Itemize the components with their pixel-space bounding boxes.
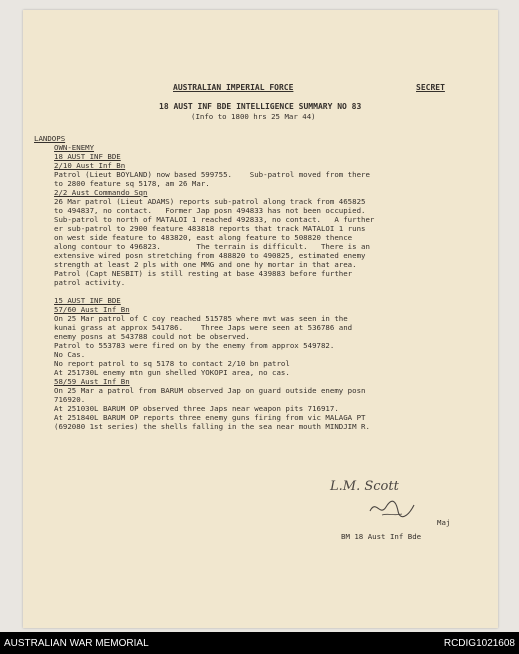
para-line: At 251730L enemy mtn gun shelled YOKOPI area, no cas. bbox=[54, 368, 290, 377]
archive-footer bbox=[0, 632, 519, 654]
header-classification: SECRET bbox=[416, 83, 445, 92]
para-line: Patrol to 553783 were fired on by the enemy from approx 549782. bbox=[54, 341, 335, 350]
para-line: kunai grass at approx 541786. Three Japs were seen at 536786 and bbox=[54, 323, 353, 332]
document-subtitle: (Info to 1800 hrs 25 Mar 44) bbox=[191, 112, 316, 121]
para-line: Patrol (Lieut BOYLAND) now based 599755. Sub-patrol moved from there bbox=[54, 170, 370, 179]
unit-heading-2-2-cdo: 2/2 Aust Commando Sqn bbox=[54, 188, 148, 197]
para-line: On 25 Mar patrol of C coy reached 515785 where mvt was seen in the bbox=[54, 314, 348, 323]
signature: L.M. Scott bbox=[330, 479, 399, 494]
para-line: er sub-patrol to 2900 feature 483818 reports that track MATALOI 1 runs bbox=[54, 224, 366, 233]
signature-role: BM 18 Aust Inf Bde bbox=[341, 532, 422, 541]
para-line: At 251840L BARUM OP reports three enemy guns firing from vic MALAGA PT bbox=[54, 413, 366, 422]
para-line: to 2800 feature sq 5178, am 26 Mar. bbox=[54, 179, 210, 188]
para-line: extensive wired posn stretching from 488820 to 490825, estimated enemy bbox=[54, 251, 366, 260]
para-line: On 25 Mar a patrol from BARUM observed Jap on guard outside enemy posn bbox=[54, 386, 366, 395]
para-line: Sub-patrol to north of MATALOI 1 reached 492833, no contact. A further bbox=[54, 215, 375, 224]
unit-heading-57-60-bn: 57/60 Aust Inf Bn bbox=[54, 305, 130, 314]
unit-heading-58-59-bn: 58/59 Aust Inf Bn bbox=[54, 377, 130, 386]
para-line: on west side feature to 483820, east along feature to 508820 thence bbox=[54, 233, 353, 242]
intelligence-summary bbox=[23, 10, 498, 628]
document-title: 18 AUST INF BDE INTELLIGENCE SUMMARY NO 83 bbox=[159, 102, 362, 111]
unit-heading-2-10-bn: 2/10 Aust Inf Bn bbox=[54, 161, 126, 170]
para-line: strength at least 2 pls with one MMG and one hy mortar in that area. bbox=[54, 260, 357, 269]
para-line: patrol activity. bbox=[54, 278, 126, 287]
signature-rank: Maj bbox=[437, 518, 451, 527]
para-line: At 251030L BARUM OP observed three Japs near weapon pits 716917. bbox=[54, 404, 339, 413]
para-line: Patrol (Capt NESBIT) is still resting at base 439883 before further bbox=[54, 269, 353, 278]
para-line: 716920. bbox=[54, 395, 86, 404]
section-own-enemy: OWN-ENEMY bbox=[54, 143, 95, 152]
para-line: to 494837, no contact. Former Jap posn 494833 has not been occupied. bbox=[54, 206, 366, 215]
document-page bbox=[23, 10, 498, 628]
para-line: enemy posns at 543788 could not be observed. bbox=[54, 332, 250, 341]
header-force: AUSTRALIAN IMPERIAL FORCE bbox=[173, 83, 294, 92]
section-landops: LANDOPS bbox=[34, 134, 66, 143]
unit-heading-18-bde: 18 AUST INF BDE bbox=[54, 152, 121, 161]
para-line: (692080 1st series) the shells falling in the sea near mouth MINDJIM R. bbox=[54, 422, 370, 431]
signature-scrawl bbox=[368, 497, 418, 519]
para-line: along contour to 496823. The terrain is difficult. There is an bbox=[54, 242, 370, 251]
unit-heading-15-bde: 15 AUST INF BDE bbox=[54, 296, 121, 305]
footer-record-id: RCDIG1021608 bbox=[443, 638, 515, 649]
para-line: No report patrol to sq 5178 to contact 2/10 bn patrol bbox=[54, 359, 290, 368]
para-line: 26 Mar patrol (Lieut ADAMS) reports sub-patrol along track from 465825 bbox=[54, 197, 366, 206]
para-line: No Cas. bbox=[54, 350, 86, 359]
footer-institution: AUSTRALIAN WAR MEMORIAL bbox=[4, 638, 149, 649]
